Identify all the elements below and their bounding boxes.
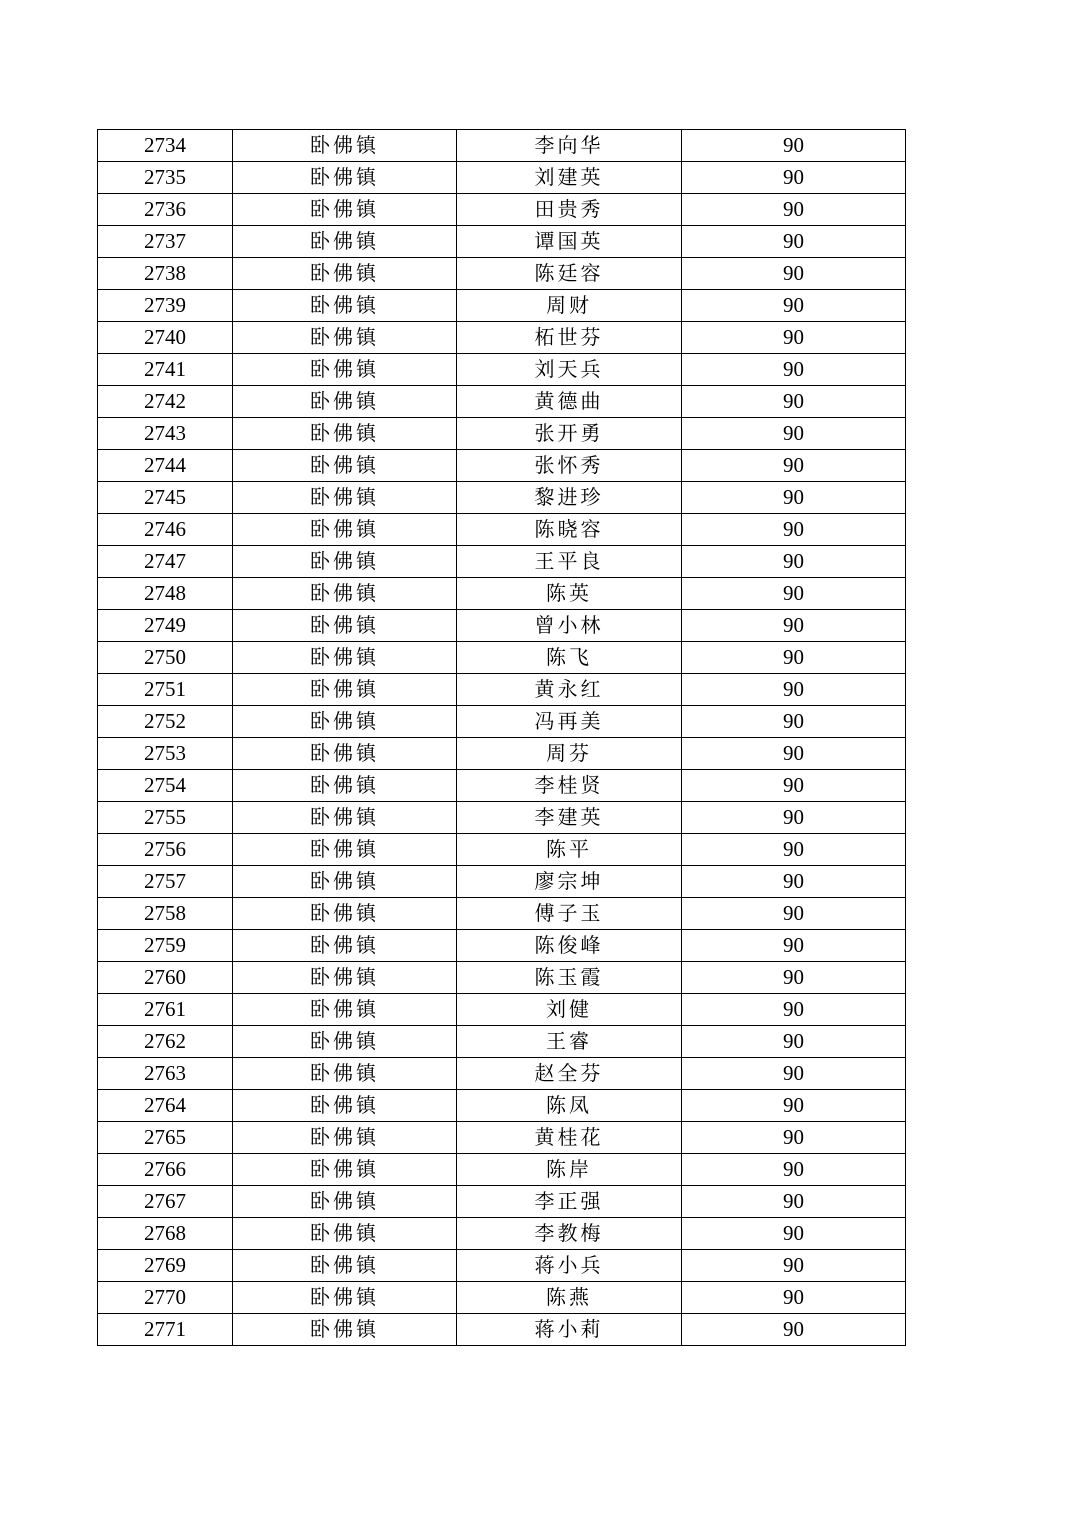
- serial-number-cell: 2749: [98, 610, 233, 642]
- amount-cell: 90: [682, 1122, 906, 1154]
- table-row: [98, 1186, 906, 1218]
- amount-cell: 90: [682, 738, 906, 770]
- amount-cell: 90: [682, 578, 906, 610]
- person-name-cell: 李建英: [457, 802, 682, 834]
- serial-number-cell: 2764: [98, 1090, 233, 1122]
- serial-number-cell: 2760: [98, 962, 233, 994]
- amount-cell: 90: [682, 386, 906, 418]
- town-cell: 卧佛镇: [233, 1122, 457, 1154]
- table-row: [98, 290, 906, 322]
- person-name-cell: 黎进珍: [457, 482, 682, 514]
- serial-number-cell: 2742: [98, 386, 233, 418]
- person-name-cell: 陈廷容: [457, 258, 682, 290]
- serial-number-cell: 2750: [98, 642, 233, 674]
- amount-cell: 90: [682, 898, 906, 930]
- serial-number-cell: 2771: [98, 1314, 233, 1346]
- table-row: [98, 1218, 906, 1250]
- table-row: [98, 610, 906, 642]
- person-name-cell: 陈俊峰: [457, 930, 682, 962]
- person-name-cell: 冯再美: [457, 706, 682, 738]
- table-row: [98, 738, 906, 770]
- table-row: [98, 994, 906, 1026]
- amount-cell: 90: [682, 194, 906, 226]
- town-cell: 卧佛镇: [233, 450, 457, 482]
- amount-cell: 90: [682, 1186, 906, 1218]
- table-row: [98, 1314, 906, 1346]
- amount-cell: 90: [682, 706, 906, 738]
- table-row: [98, 130, 906, 162]
- amount-cell: 90: [682, 1058, 906, 1090]
- serial-number-cell: 2751: [98, 674, 233, 706]
- person-name-cell: 廖宗坤: [457, 866, 682, 898]
- serial-number-cell: 2766: [98, 1154, 233, 1186]
- town-cell: 卧佛镇: [233, 898, 457, 930]
- serial-number-cell: 2761: [98, 994, 233, 1026]
- serial-number-cell: 2736: [98, 194, 233, 226]
- town-cell: 卧佛镇: [233, 418, 457, 450]
- town-cell: 卧佛镇: [233, 1026, 457, 1058]
- amount-cell: 90: [682, 258, 906, 290]
- person-name-cell: 黄桂花: [457, 1122, 682, 1154]
- amount-cell: 90: [682, 930, 906, 962]
- serial-number-cell: 2754: [98, 770, 233, 802]
- serial-number-cell: 2746: [98, 514, 233, 546]
- table-row: [98, 834, 906, 866]
- serial-number-cell: 2758: [98, 898, 233, 930]
- table-row: [98, 642, 906, 674]
- table-row: [98, 1026, 906, 1058]
- town-cell: 卧佛镇: [233, 130, 457, 162]
- serial-number-cell: 2752: [98, 706, 233, 738]
- serial-number-cell: 2759: [98, 930, 233, 962]
- person-name-cell: 曾小林: [457, 610, 682, 642]
- table-row: [98, 866, 906, 898]
- town-cell: 卧佛镇: [233, 802, 457, 834]
- town-cell: 卧佛镇: [233, 1090, 457, 1122]
- amount-cell: 90: [682, 482, 906, 514]
- town-cell: 卧佛镇: [233, 162, 457, 194]
- amount-cell: 90: [682, 418, 906, 450]
- person-name-cell: 陈玉霞: [457, 962, 682, 994]
- table-row: [98, 706, 906, 738]
- amount-cell: 90: [682, 1218, 906, 1250]
- amount-cell: 90: [682, 610, 906, 642]
- amount-cell: 90: [682, 642, 906, 674]
- serial-number-cell: 2747: [98, 546, 233, 578]
- amount-cell: 90: [682, 994, 906, 1026]
- table-row: [98, 450, 906, 482]
- person-name-cell: 黄德曲: [457, 386, 682, 418]
- person-name-cell: 黄永红: [457, 674, 682, 706]
- serial-number-cell: 2765: [98, 1122, 233, 1154]
- table-row: [98, 1154, 906, 1186]
- table-row: [98, 802, 906, 834]
- town-cell: 卧佛镇: [233, 930, 457, 962]
- serial-number-cell: 2762: [98, 1026, 233, 1058]
- town-cell: 卧佛镇: [233, 866, 457, 898]
- serial-number-cell: 2763: [98, 1058, 233, 1090]
- table-row: [98, 962, 906, 994]
- town-cell: 卧佛镇: [233, 962, 457, 994]
- person-name-cell: 刘天兵: [457, 354, 682, 386]
- amount-cell: 90: [682, 546, 906, 578]
- town-cell: 卧佛镇: [233, 1250, 457, 1282]
- table-row: [98, 578, 906, 610]
- table-row: [98, 226, 906, 258]
- table-row: [98, 546, 906, 578]
- serial-number-cell: 2767: [98, 1186, 233, 1218]
- table-row: [98, 1282, 906, 1314]
- town-cell: 卧佛镇: [233, 194, 457, 226]
- person-name-cell: 张怀秀: [457, 450, 682, 482]
- table-row: [98, 418, 906, 450]
- person-name-cell: 谭国英: [457, 226, 682, 258]
- town-cell: 卧佛镇: [233, 1282, 457, 1314]
- serial-number-cell: 2768: [98, 1218, 233, 1250]
- town-cell: 卧佛镇: [233, 226, 457, 258]
- person-name-cell: 柘世芬: [457, 322, 682, 354]
- person-name-cell: 陈飞: [457, 642, 682, 674]
- town-cell: 卧佛镇: [233, 322, 457, 354]
- person-name-cell: 陈凤: [457, 1090, 682, 1122]
- serial-number-cell: 2740: [98, 322, 233, 354]
- serial-number-cell: 2738: [98, 258, 233, 290]
- table-row: [98, 930, 906, 962]
- serial-number-cell: 2734: [98, 130, 233, 162]
- serial-number-cell: 2755: [98, 802, 233, 834]
- town-cell: 卧佛镇: [233, 738, 457, 770]
- person-name-cell: 李正强: [457, 1186, 682, 1218]
- table-row: [98, 258, 906, 290]
- amount-cell: 90: [682, 290, 906, 322]
- amount-cell: 90: [682, 1090, 906, 1122]
- amount-cell: 90: [682, 450, 906, 482]
- amount-cell: 90: [682, 1282, 906, 1314]
- town-cell: 卧佛镇: [233, 514, 457, 546]
- town-cell: 卧佛镇: [233, 1314, 457, 1346]
- serial-number-cell: 2745: [98, 482, 233, 514]
- table-row: [98, 514, 906, 546]
- person-name-cell: 王睿: [457, 1026, 682, 1058]
- town-cell: 卧佛镇: [233, 1218, 457, 1250]
- table-row: [98, 322, 906, 354]
- table-row: [98, 482, 906, 514]
- town-cell: 卧佛镇: [233, 834, 457, 866]
- serial-number-cell: 2769: [98, 1250, 233, 1282]
- town-cell: 卧佛镇: [233, 546, 457, 578]
- table-row: [98, 354, 906, 386]
- table-row: [98, 674, 906, 706]
- town-cell: 卧佛镇: [233, 642, 457, 674]
- person-name-cell: 陈燕: [457, 1282, 682, 1314]
- serial-number-cell: 2739: [98, 290, 233, 322]
- town-cell: 卧佛镇: [233, 354, 457, 386]
- serial-number-cell: 2741: [98, 354, 233, 386]
- person-name-cell: 陈晓容: [457, 514, 682, 546]
- serial-number-cell: 2737: [98, 226, 233, 258]
- roster-table-body: [98, 130, 906, 1346]
- person-name-cell: 赵全芬: [457, 1058, 682, 1090]
- amount-cell: 90: [682, 130, 906, 162]
- person-name-cell: 李教梅: [457, 1218, 682, 1250]
- person-name-cell: 蒋小兵: [457, 1250, 682, 1282]
- amount-cell: 90: [682, 962, 906, 994]
- amount-cell: 90: [682, 226, 906, 258]
- town-cell: 卧佛镇: [233, 258, 457, 290]
- amount-cell: 90: [682, 322, 906, 354]
- person-name-cell: 蒋小莉: [457, 1314, 682, 1346]
- table-row: [98, 194, 906, 226]
- person-name-cell: 周财: [457, 290, 682, 322]
- amount-cell: 90: [682, 802, 906, 834]
- amount-cell: 90: [682, 354, 906, 386]
- table-row: [98, 162, 906, 194]
- amount-cell: 90: [682, 1154, 906, 1186]
- amount-cell: 90: [682, 514, 906, 546]
- table-row: [98, 1058, 906, 1090]
- amount-cell: 90: [682, 834, 906, 866]
- person-name-cell: 刘健: [457, 994, 682, 1026]
- town-cell: 卧佛镇: [233, 770, 457, 802]
- serial-number-cell: 2748: [98, 578, 233, 610]
- person-name-cell: 李桂贤: [457, 770, 682, 802]
- town-cell: 卧佛镇: [233, 290, 457, 322]
- amount-cell: 90: [682, 1250, 906, 1282]
- table-row: [98, 770, 906, 802]
- serial-number-cell: 2770: [98, 1282, 233, 1314]
- town-cell: 卧佛镇: [233, 386, 457, 418]
- amount-cell: 90: [682, 162, 906, 194]
- person-name-cell: 刘建英: [457, 162, 682, 194]
- person-name-cell: 陈英: [457, 578, 682, 610]
- serial-number-cell: 2757: [98, 866, 233, 898]
- town-cell: 卧佛镇: [233, 674, 457, 706]
- person-name-cell: 陈岸: [457, 1154, 682, 1186]
- document-page: [97, 129, 905, 1346]
- table-row: [98, 1250, 906, 1282]
- serial-number-cell: 2743: [98, 418, 233, 450]
- person-name-cell: 陈平: [457, 834, 682, 866]
- amount-cell: 90: [682, 1314, 906, 1346]
- amount-cell: 90: [682, 1026, 906, 1058]
- serial-number-cell: 2735: [98, 162, 233, 194]
- table-row: [98, 386, 906, 418]
- person-name-cell: 王平良: [457, 546, 682, 578]
- table-row: [98, 1090, 906, 1122]
- town-cell: 卧佛镇: [233, 1058, 457, 1090]
- town-cell: 卧佛镇: [233, 578, 457, 610]
- amount-cell: 90: [682, 770, 906, 802]
- person-name-cell: 李向华: [457, 130, 682, 162]
- roster-table: [97, 129, 906, 1346]
- serial-number-cell: 2756: [98, 834, 233, 866]
- person-name-cell: 周芬: [457, 738, 682, 770]
- table-row: [98, 1122, 906, 1154]
- amount-cell: 90: [682, 674, 906, 706]
- person-name-cell: 田贵秀: [457, 194, 682, 226]
- person-name-cell: 张开勇: [457, 418, 682, 450]
- town-cell: 卧佛镇: [233, 1186, 457, 1218]
- town-cell: 卧佛镇: [233, 1154, 457, 1186]
- amount-cell: 90: [682, 866, 906, 898]
- town-cell: 卧佛镇: [233, 482, 457, 514]
- town-cell: 卧佛镇: [233, 994, 457, 1026]
- person-name-cell: 傅子玉: [457, 898, 682, 930]
- town-cell: 卧佛镇: [233, 610, 457, 642]
- serial-number-cell: 2753: [98, 738, 233, 770]
- serial-number-cell: 2744: [98, 450, 233, 482]
- town-cell: 卧佛镇: [233, 706, 457, 738]
- table-row: [98, 898, 906, 930]
